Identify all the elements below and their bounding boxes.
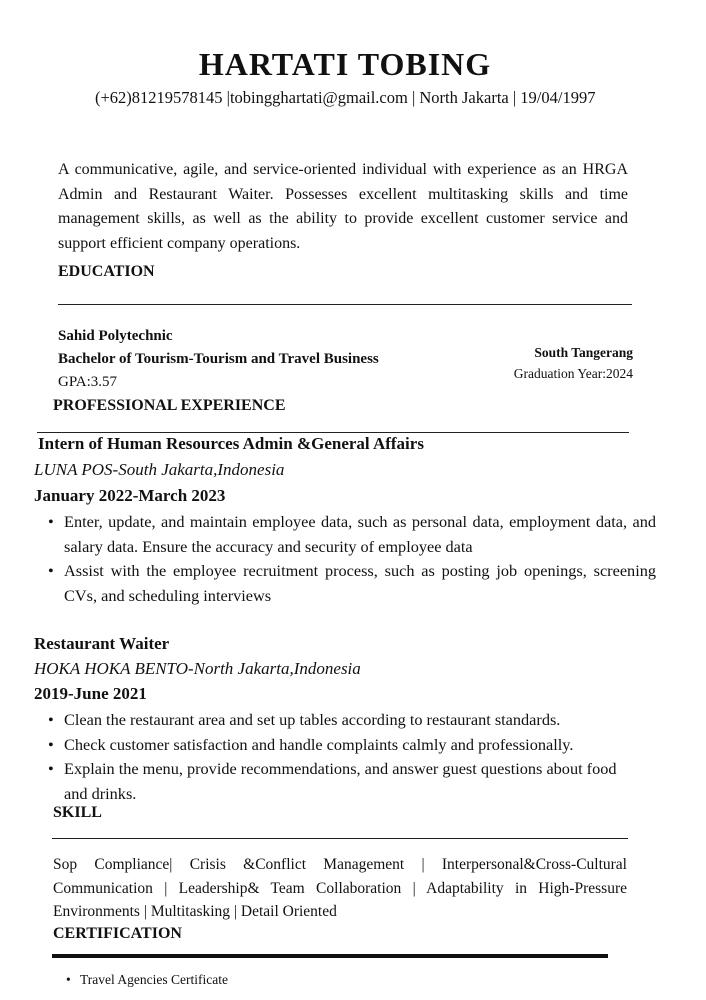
skill-list: Sop Compliance| Crisis &Conflict Management | Interpersonal&Cross-Cultural Communication | Leadership& Team Collaboration | Adaptability in High-Pressure Environments | Multitasking | Detail Oriented (53, 856, 627, 920)
experience-divider (37, 432, 629, 433)
degree: Bachelor of Tourism-Tourism and Travel Business (58, 351, 379, 367)
school-name: Sahid Polytechnic (58, 328, 173, 344)
experience-heading: PROFESSIONAL EXPERIENCE (53, 397, 286, 414)
job-bullet: • Enter, update, and maintain employee data, such as personal data, employment data, and salary data. Ensure the accuracy and security of employee data (34, 510, 656, 559)
certification-divider (52, 954, 608, 958)
education-heading: EDUCATION (58, 263, 155, 280)
job-bullet: • Explain the menu, provide recommendations, and answer guest questions about food and drinks. (34, 757, 634, 806)
candidate-name: HARTATI TOBING (198, 46, 492, 82)
certification-heading: CERTIFICATION (53, 925, 182, 942)
graduation-year: Graduation Year:2024 (513, 366, 633, 381)
job-dates: January 2022-March 2023 (34, 486, 226, 505)
profile-summary: A communicative, agile, and service-oriented individual with experience as an HRGA Admin and Restaurant Waiter. Possesses excellent multitasking skills and time management skills, as well as the ability to provide excellent customer service and support efficient company operations. (58, 161, 628, 252)
job-bullet: • Clean the restaurant area and set up tables according to restaurant standards. (34, 708, 634, 733)
certification-list (52, 970, 452, 990)
job-dates: 2019-June 2021 (34, 684, 147, 703)
job-company: HOKA HOKA BENTO-North Jakarta,Indonesia (34, 659, 361, 678)
gpa: GPA:3.57 (58, 374, 118, 390)
job-title: Restaurant Waiter (34, 634, 170, 653)
skill-divider (52, 838, 628, 839)
skill-heading: SKILL (53, 804, 102, 821)
certification-item: • Travel Agencies Certificate (52, 970, 452, 990)
job-bullet: • Check customer satisfaction and handle complaints calmly and professionally. (34, 733, 634, 758)
job-title: Intern of Human Resources Admin &General Affairs (38, 434, 424, 453)
contact-line: (+62)81219578145 |tobingghartati@gmail.com | North Jakarta | 19/04/1997 (95, 88, 596, 107)
job-bullet-list (34, 708, 634, 806)
job-bullet: • Assist with the employee recruitment process, such as posting job openings, screening CVs, and scheduling interviews (34, 559, 656, 608)
education-location: South Tangerang (534, 345, 633, 360)
job-company: LUNA POS-South Jakarta,Indonesia (34, 460, 285, 479)
job-bullet-list (34, 510, 656, 608)
education-divider (58, 304, 632, 305)
